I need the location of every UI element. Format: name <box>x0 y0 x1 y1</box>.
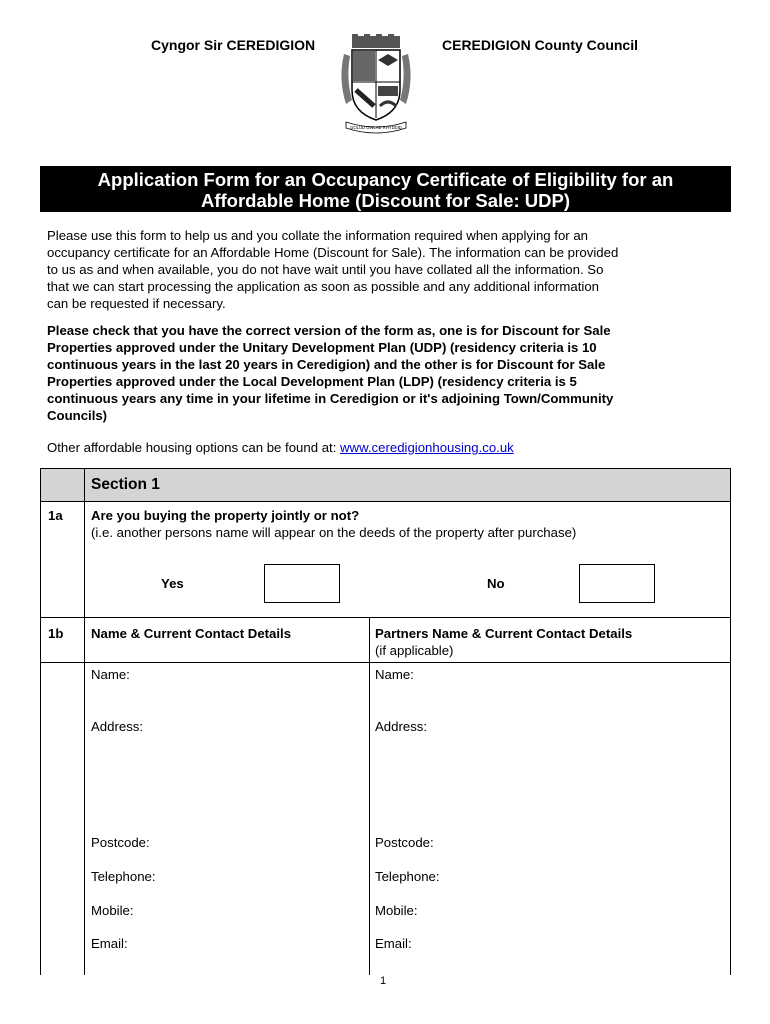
version-warning-paragraph <box>47 322 727 424</box>
warning-line: Properties approved under the Unitary Development Plan (UDP) (residency criteria is 10 <box>47 340 597 355</box>
applicant-postcode-field[interactable]: Postcode: <box>91 835 150 850</box>
applicant-mobile-field[interactable]: Mobile: <box>91 903 134 918</box>
intro-line: that we can start processing the application as soon as possible and any additional information <box>47 279 600 294</box>
partner-details-header: Partners Name & Current Contact Details <box>375 626 633 641</box>
no-checkbox[interactable] <box>579 564 655 603</box>
warning-line: continuous years any time in your lifetime in Ceredigion or it's adjoining Town/Community <box>47 391 614 406</box>
warning-line: continuous years in the last 20 years in Ceredigion) and the other is for Discount for Sale <box>47 357 606 372</box>
yes-label: Yes <box>161 576 184 591</box>
housing-website-link[interactable]: www.ceredigionhousing.co.uk <box>340 440 514 455</box>
section-1-heading: Section 1 <box>91 476 160 493</box>
applicant-telephone-field[interactable]: Telephone: <box>91 869 156 884</box>
intro-line: to us as and when available, you do not have wait until you have collated all the information. So <box>47 262 604 277</box>
svg-text:GOLUD GWLAD RHYDDID: GOLUD GWLAD RHYDDID <box>350 125 402 130</box>
intro-paragraph <box>47 227 727 312</box>
applicant-email-field[interactable]: Email: <box>91 936 128 951</box>
form-title-line-2: Affordable Home (Discount for Sale: UDP) <box>201 190 570 211</box>
applicant-name-field[interactable]: Name: <box>91 667 130 682</box>
intro-line: occupancy certificate for an Affordable Home (Discount for Sale). The information can be provided <box>47 245 619 260</box>
no-label: No <box>487 576 505 591</box>
council-name-english: CEREDIGION County Council <box>442 37 638 53</box>
question-1a-text: Are you buying the property jointly or not? <box>91 508 360 523</box>
council-name-welsh: Cyngor Sir CEREDIGION <box>151 37 316 53</box>
partner-name-field[interactable]: Name: <box>375 667 414 682</box>
warning-line: Councils) <box>47 408 108 423</box>
intro-line: Please use this form to help us and you collate the information required when applying for an <box>47 228 589 243</box>
partner-postcode-field[interactable]: Postcode: <box>375 835 434 850</box>
intro-line: can be requested if necessary. <box>47 296 226 311</box>
partner-email-field[interactable]: Email: <box>375 936 412 951</box>
question-1a-hint: (i.e. another persons name will appear on the deeds of the property after purchase) <box>91 525 577 540</box>
yes-checkbox[interactable] <box>264 564 340 603</box>
question-1a-number: 1a <box>48 508 63 523</box>
page-number: 1 <box>380 975 387 987</box>
applicant-details-header: Name & Current Contact Details <box>91 626 292 641</box>
form-title-line-1: Application Form for an Occupancy Certificate of Eligibility for an <box>97 169 674 190</box>
section-1-table <box>40 468 731 975</box>
partner-address-field[interactable]: Address: <box>375 719 428 734</box>
housing-options-text: Other affordable housing options can be found at: <box>47 440 341 455</box>
partner-mobile-field[interactable]: Mobile: <box>375 903 418 918</box>
housing-options-paragraph <box>47 439 727 456</box>
warning-line: Please check that you have the correct version of the form as, one is for Discount for Sale <box>47 323 611 338</box>
applicant-address-field[interactable]: Address: <box>91 719 144 734</box>
warning-line: Properties approved under the Local Development Plan (LDP) (residency criteria is 5 <box>47 374 577 389</box>
partner-details-subheader: (if applicable) <box>375 643 454 658</box>
partner-telephone-field[interactable]: Telephone: <box>375 869 440 884</box>
form-title-banner <box>40 166 731 212</box>
question-1b-number: 1b <box>48 626 64 641</box>
council-crest-logo <box>338 34 414 134</box>
